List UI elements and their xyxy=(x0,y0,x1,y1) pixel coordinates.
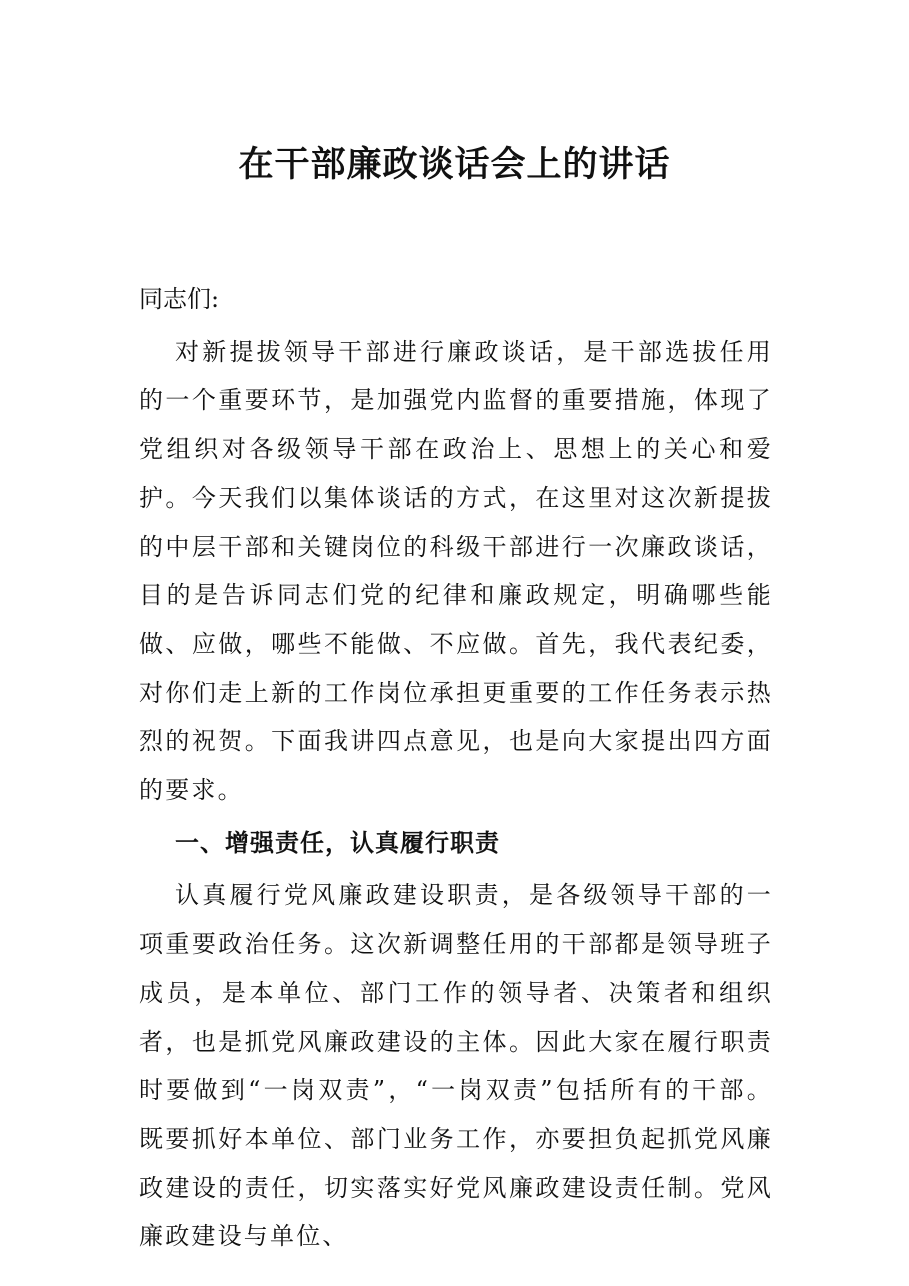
document-body xyxy=(139,275,773,1265)
paragraph-section-1: 认真履行党风廉政建设职责，是各级领导干部的一项重要政治任务。这次新调整任用的干部都是领导班子成员，是本单位、部门工作的领导者、决策者和组织者，也是抓党风廉政建设的主体。因此大家在履行职责时要做到“一岗双责”，“一岗双责”包括所有的干部。既要抓好本单位、部门业务工作，亦要担负起抓党风廉政建设的责任，切实落实好党风廉政建设责任制。党风廉政建设与单位、 xyxy=(139,881,773,1251)
section-heading-1: 一、增强责任，认真履行职责 xyxy=(175,827,500,857)
document-title: 在干部廉政谈话会上的讲话 xyxy=(238,144,671,185)
salutation: 同志们: xyxy=(139,285,220,313)
paragraph-intro: 对新提拔领导干部进行廉政谈话，是干部选拔任用的一个重要环节，是加强党内监督的重要措施，体现了党组织对各级领导干部在政治上、思想上的关心和爱护。今天我们以集体谈话的方式，在这里对这次新提拔的中层干部和关键岗位的科级干部进行一次廉政谈话，目的是告诉同志们党的纪律和廉政规定，明确哪些能做、应做，哪些不能做、不应做。首先，我代表纪委，对你们走上新的工作岗位承担更重要的工作任务表示热烈的祝贺。下面我讲四点意见，也是向大家提出四方面的要求。 xyxy=(139,337,773,805)
